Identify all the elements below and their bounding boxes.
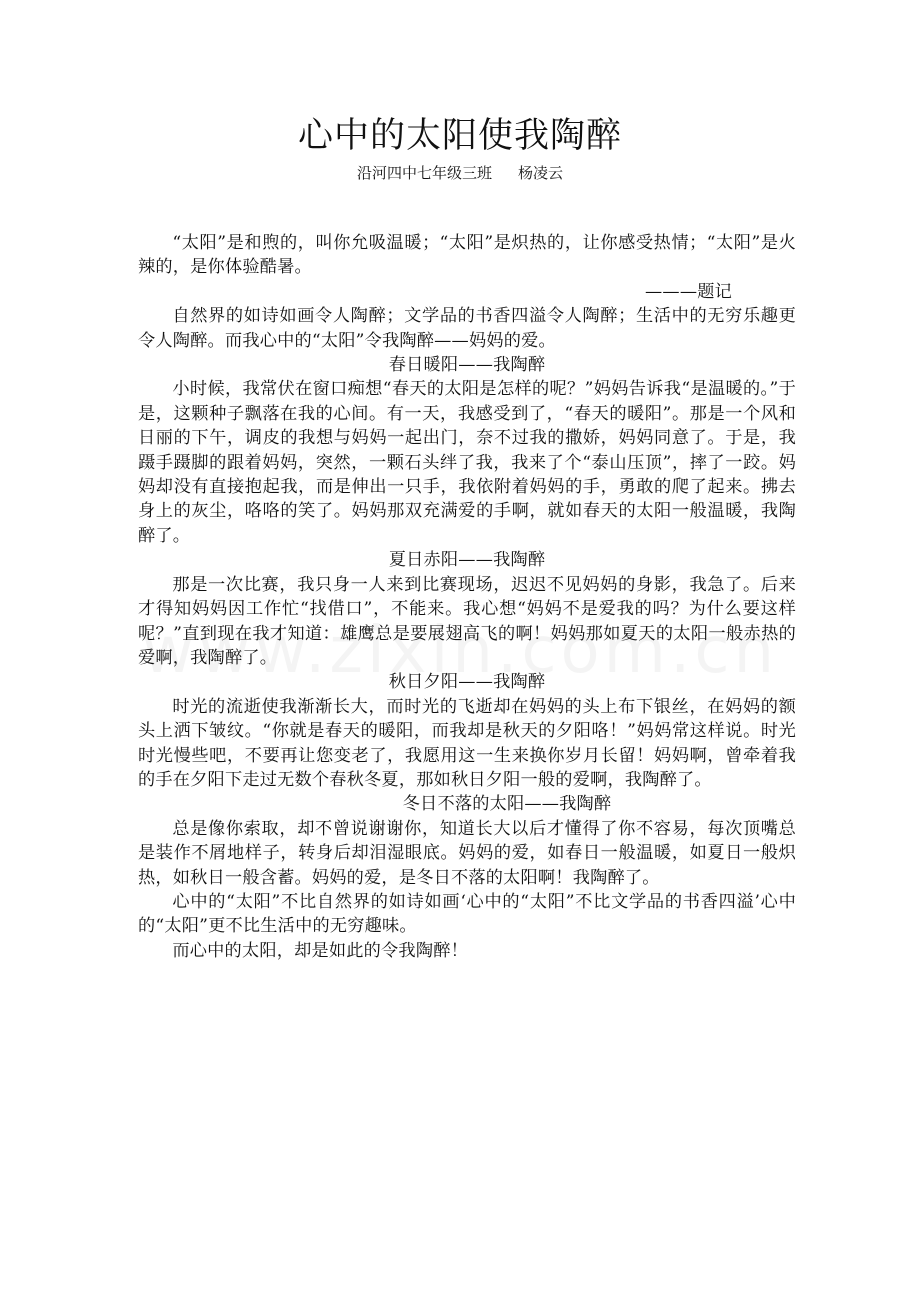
epigraph-signature: ———题记 bbox=[645, 281, 732, 302]
section-heading-spring: 春日暖阳——我陶醉 bbox=[388, 355, 546, 376]
conclusion-paragraph: 心中的“太阳”不比自然界的如诗如画‘心中的“太阳”不比文学品的书香四溢’心中的“太阳”更不比生活中的无穷趣味。 bbox=[138, 891, 796, 937]
epigraph: “太阳”是和煦的，叫你允吸温暖；“太阳”是炽热的，让你感受热情；“太阳”是火辣的，是你体验酷暑。 bbox=[138, 233, 796, 278]
byline bbox=[0, 162, 920, 184]
section-heading-summer: 夏日赤阳——我陶醉 bbox=[388, 550, 546, 571]
section-text-winter: 总是像你索取，却不曾说谢谢你，知道长大以后才懂得了你不容易，每次顶嘴总是装作不屑地样子，转身后却泪湿眼底。妈妈的爱，如春日一般温暖，如夏日一般炽热，如秋日一般含蓄。妈妈的爱，是冬日不落的太阳啊！我陶醉了。 bbox=[138, 818, 796, 888]
byline-school: 沿河四中七年级三班 bbox=[356, 164, 492, 182]
section-text-spring: 小时候，我常伏在窗口痴想“春天的太阳是怎样的呢？”妈妈告诉我“是温暖的。”于是，这颗种子飘落在我的心间。有一天，我感受到了，“春天的暖阳”。那是一个风和日丽的下午，调皮的我想与妈妈一起出门，奈不过我的撒娇，妈妈同意了。于是，我蹑手蹑脚的跟着妈妈，突然，一颗石头绊了我，我来了个“泰山压顶”，摔了一跤。妈妈却没有直接抱起我，而是伸出一只手，我依附着妈妈的手，勇敢的爬了起来。拂去身上的灰尘，咯咯的笑了。妈妈那双充满爱的手啊，就如春天的太阳一般温暖，我陶醉了。 bbox=[138, 379, 796, 546]
byline-author: 杨凌云 bbox=[518, 164, 564, 182]
section-heading-autumn: 秋日夕阳——我陶醉 bbox=[388, 672, 546, 693]
article-body bbox=[138, 231, 796, 963]
intro-paragraph: 自然界的如诗如画令人陶醉；文学品的书香四溢令人陶醉；生活中的无穷乐趣更令人陶醉。而我心中的“太阳”令我陶醉——妈妈的爱。 bbox=[138, 306, 796, 351]
section-heading-winter: 冬日不落的太阳——我陶醉 bbox=[402, 794, 612, 815]
section-text-autumn: 时光的流逝使我渐渐长大，而时光的飞逝却在妈妈的头上布下银丝，在妈妈的额头上洒下皱纹。“你就是春天的暖阳，而我却是秋天的夕阳咯！”妈妈常这样说。时光时光慢些吧，不要再让您变老了，我愿用这一生来换你岁月长留！妈妈啊，曾牵着我的手在夕阳下走过无数个春秋冬夏，那如秋日夕阳一般的爱啊，我陶醉了。 bbox=[138, 696, 796, 790]
page-title: 心中的太阳使我陶醉 bbox=[297, 116, 622, 156]
closing-line: 而心中的太阳，却是如此的令我陶醉！ bbox=[172, 940, 468, 961]
section-text-summer: 那是一次比赛，我只身一人来到比赛现场，迟迟不见妈妈的身影，我急了。后来才得知妈妈因工作忙“找借口”，不能来。我心想“妈妈不是爱我的吗？为什么要这样呢？”直到现在我才知道：雄鹰总是要展翅高飞的啊！妈妈那如夏天的太阳一般赤热的爱啊，我陶醉了。 bbox=[138, 574, 796, 668]
